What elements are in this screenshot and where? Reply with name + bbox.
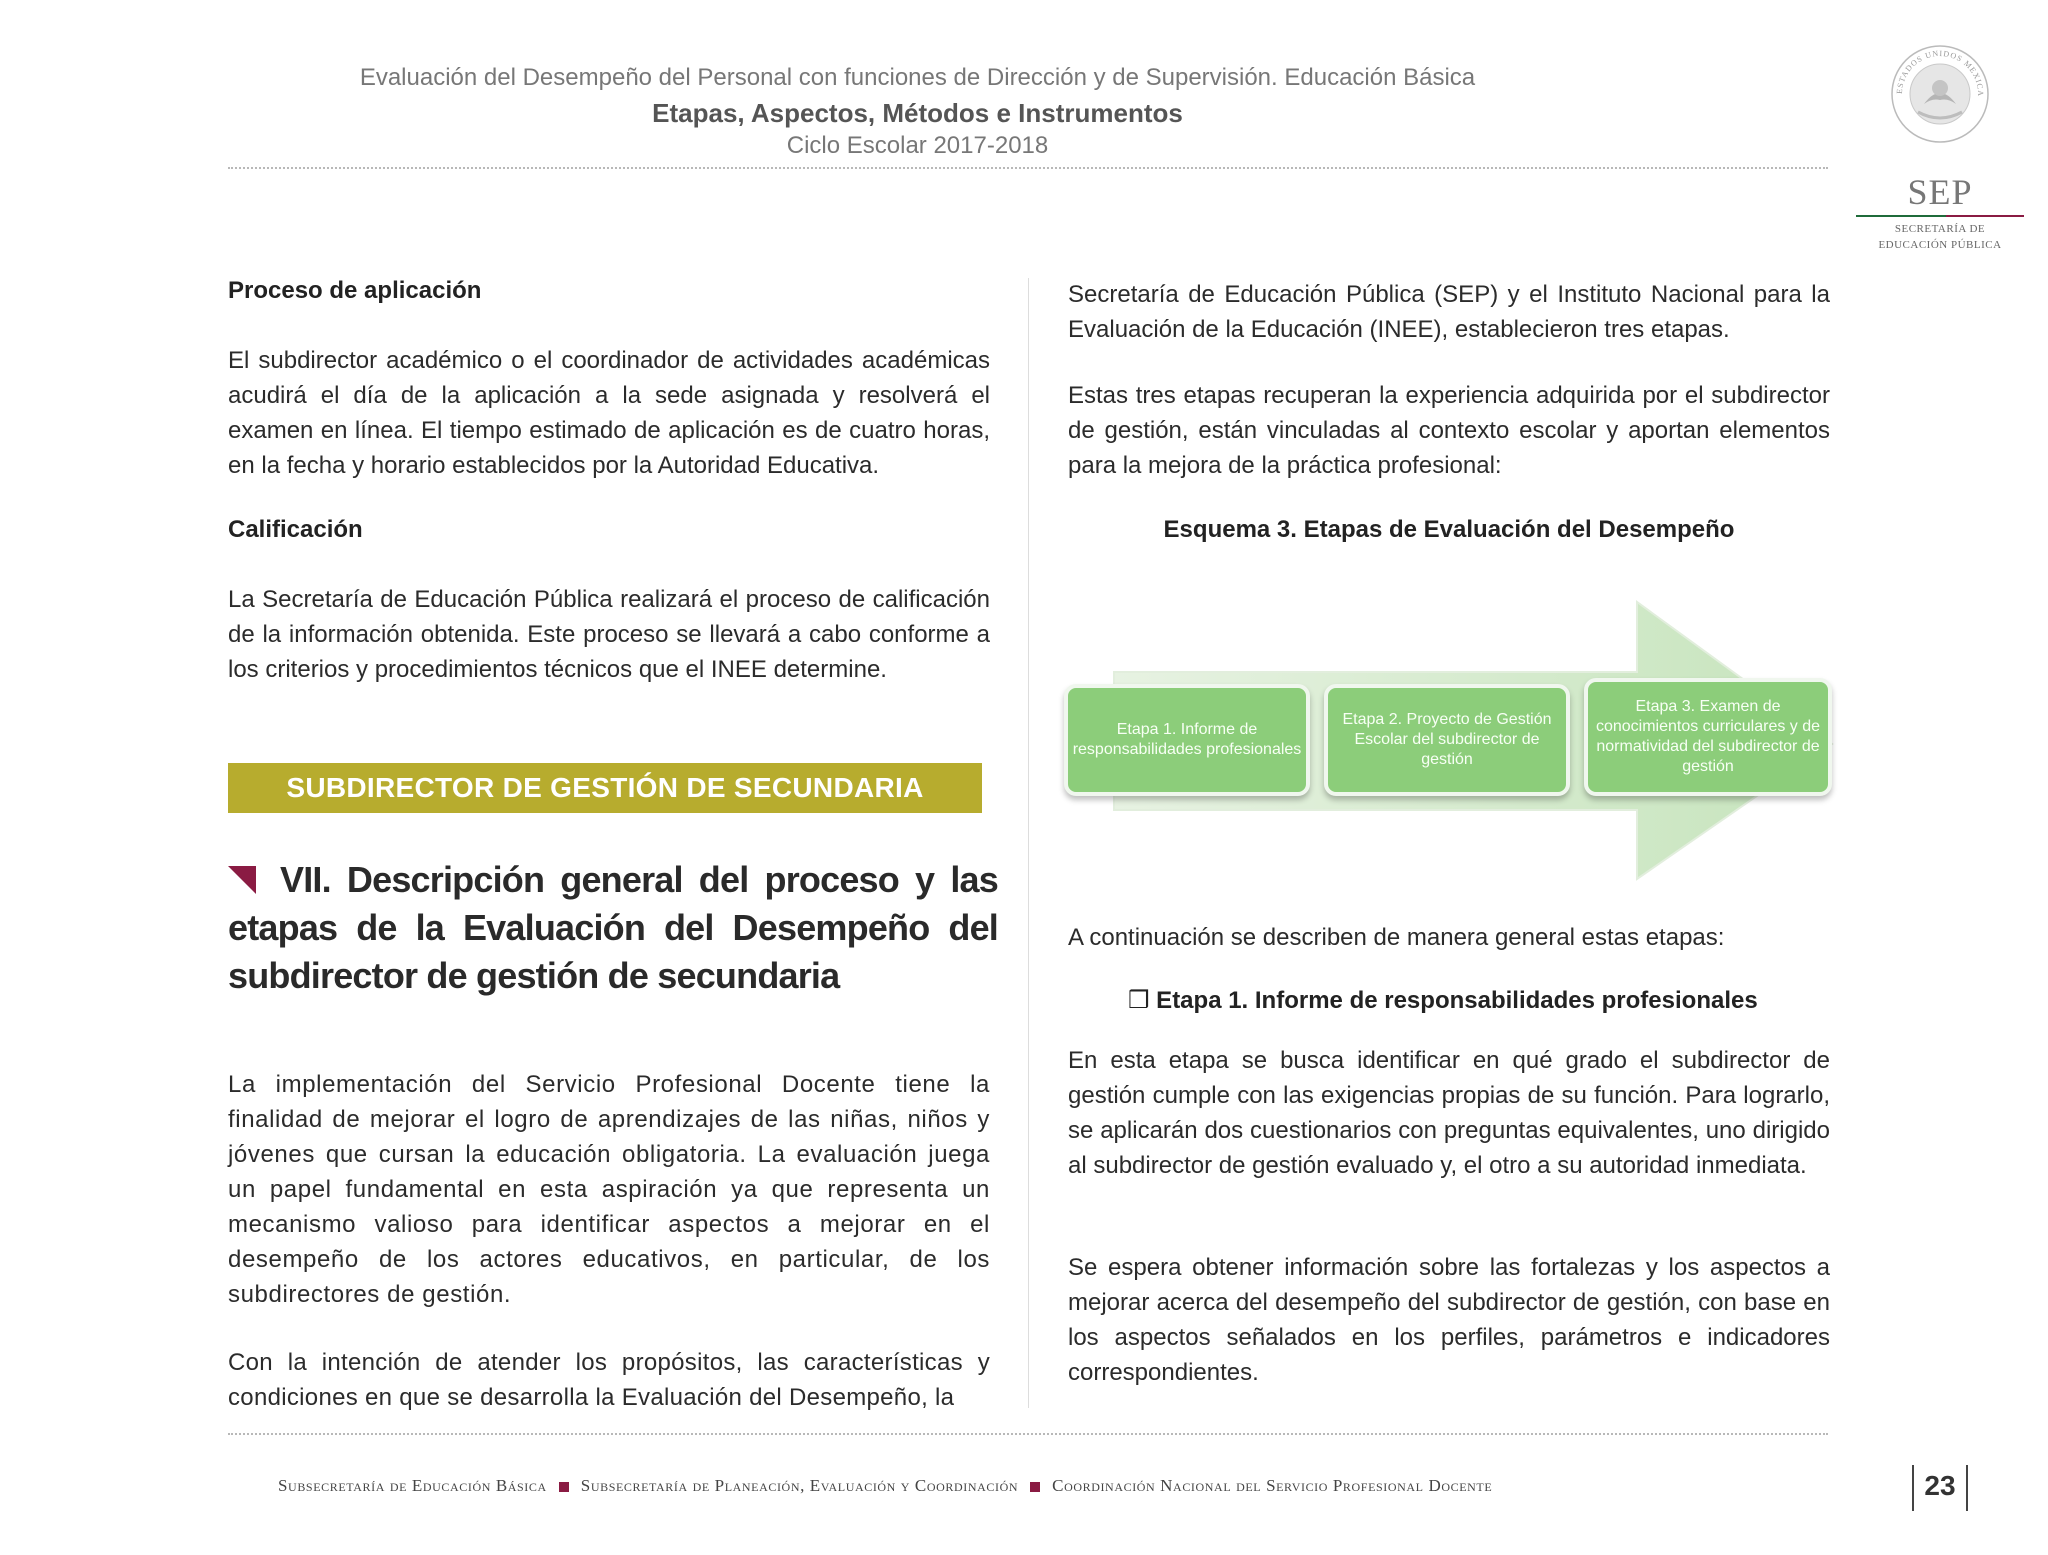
paragraph-a-continuacion: A continuación se describen de manera general estas etapas: — [1068, 924, 1725, 951]
sep-logo-line1: SECRETARÍA DE — [1894, 223, 1986, 235]
footer-separator-icon — [1030, 1482, 1040, 1492]
stage-3-box: Etapa 3. Examen de conocimientos curriculares y de normatividad del subdirector de gestión — [1584, 678, 1832, 796]
sep-logo-line2: EDUCACIÓN PÚBLICA — [1878, 239, 2002, 251]
paragraph-fortalezas: Se espera obtener información sobre las fortalezas y los aspectos a mejorar acerca del desempeño del subdirector de gestión, con base en los aspectos señalados en los perfiles, parámetros e indicadores correspondientes. — [1068, 1254, 1830, 1386]
page-number-bar-right — [1966, 1465, 1968, 1511]
sep-logo-green-bar — [1856, 215, 1951, 217]
section-banner: SUBDIRECTOR DE GESTIÓN DE SECUNDARIA — [228, 763, 982, 813]
paragraph-intencion: Con la intención de atender los propósitos, las características y condiciones en que se desarrolla la Evaluación del Desempeño, la — [228, 1349, 990, 1411]
svg-text:ESTADOS UNIDOS MEXICANOS: ESTADOS UNIDOS MEXICA — [1894, 48, 1986, 98]
stages-diagram — [1060, 596, 1840, 886]
footer-divider — [228, 1433, 1828, 1435]
header-divider — [228, 167, 1828, 169]
footer-item-2: Subsecretaría de Planeación, Evaluación y Coordinación — [580, 1476, 1019, 1495]
page-number: 23 — [1924, 1470, 1956, 1501]
column-divider — [1028, 278, 1029, 1408]
heading-proceso-aplicacion: Proceso de aplicación — [228, 277, 482, 304]
paragraph-implementacion: La implementación del Servicio Profesional Docente tiene la finalidad de mejorar el logro de aprendizajes de las niñas, niños y jóvenes que cursan la educación obligatoria. La evaluación juega un papel fundamental en esta aspiración ya que representa un mecanismo valioso para identificar aspectos a mejorar en el desempeño de los actores educativos, en particular, de los subdirectores de gestión. — [228, 1071, 990, 1308]
stage-1-box: Etapa 1. Informe de responsabilidades profesionales — [1064, 684, 1310, 796]
section-title: VII. Descripción general del proceso y las etapas de la Evaluación del Desempeño del subdirector de gestión de secundaria — [228, 859, 998, 996]
paragraph-etapas-experiencia: Estas tres etapas recuperan la experiencia adquirida por el subdirector de gestión, están vinculadas al contexto escolar y aportan elementos para la mejora de la práctica profesional: — [1068, 382, 1830, 479]
stage1-heading: ❒ Etapa 1. Informe de responsabilidades profesionales — [1128, 987, 1758, 1014]
header-subtitle: Etapas, Aspectos, Métodos e Instrumentos — [652, 98, 1183, 128]
national-seal-logo — [1888, 42, 1992, 146]
page-number-bar-left — [1912, 1465, 1914, 1511]
paragraph-etapas-intro: Secretaría de Educación Pública (SEP) y el Instituto Nacional para la Evaluación de la Educación (INEE), establecieron tres etapas. — [1068, 281, 1830, 343]
paragraph-etapa1: En esta etapa se busca identificar en qué grado el subdirector de gestión cumple con las exigencias propias de su función. Para lograrlo, se aplicarán dos cuestionarios con preguntas equivalentes, uno dirigido al subdirector de gestión evaluado y, el otro a su autoridad inmediata. — [1068, 1047, 1830, 1179]
footer-separator-icon — [559, 1482, 569, 1492]
footer-item-1: Subsecretaría de Educación Básica — [278, 1476, 547, 1495]
scheme-title: Esquema 3. Etapas de Evaluación del Desempeño — [1163, 516, 1735, 543]
heading-calificacion: Calificación — [228, 516, 363, 543]
paragraph-proceso-aplicacion: El subdirector académico o el coordinador de actividades académicas acudirá el día de la aplicación a la sede asignada y resolverá el examen en línea. El tiempo estimado de aplicación es de cuatro horas, en la fecha y horario establecidos por la Autoridad Educativa. — [228, 347, 990, 479]
sep-logo-text: SEP — [1907, 172, 1973, 212]
footer-institutions — [278, 1476, 1492, 1496]
header-title: Evaluación del Desempeño del Personal con funciones de Dirección y de Supervisión. Educación Básica — [359, 64, 1476, 91]
header-school-year: Ciclo Escolar 2017-2018 — [786, 132, 1049, 159]
footer-item-3: Coordinación Nacional del Servicio Profesional Docente — [1052, 1476, 1493, 1495]
paragraph-calificacion: La Secretaría de Educación Pública realizará el proceso de calificación de la información obtenida. Este proceso se llevará a cabo conforme a los criterios y procedimientos técnicos que el INEE determine. — [228, 586, 990, 683]
stage-2-box: Etapa 2. Proyecto de Gestión Escolar del subdirector de gestión — [1324, 684, 1570, 796]
sep-logo-red-bar — [1946, 215, 2024, 217]
